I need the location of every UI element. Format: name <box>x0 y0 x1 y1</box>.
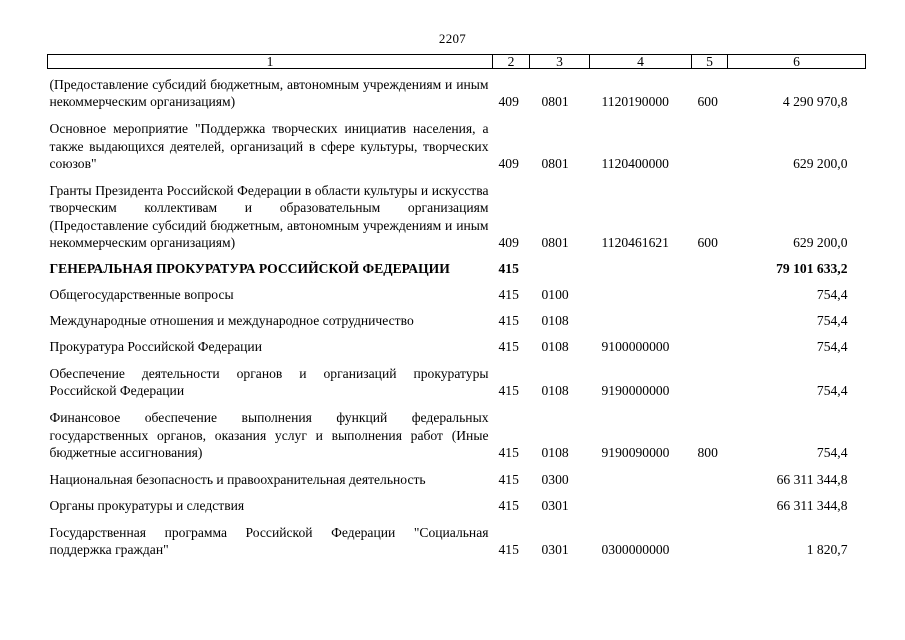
row-target-code: 9100000000 <box>601 339 670 355</box>
row-name: Органы прокуратуры и следствия <box>49 498 245 514</box>
row-section-code: 0801 <box>541 94 569 110</box>
row-expense-type <box>692 304 728 330</box>
row-target-code <box>590 278 692 304</box>
table-row <box>48 304 866 330</box>
row-ministry-code: 415 <box>498 261 519 277</box>
row-section-code: 0100 <box>541 287 569 303</box>
row-amount: 1 820,7 <box>806 542 848 558</box>
row-expense-type <box>692 111 728 173</box>
row-ministry-code: 415 <box>498 542 519 558</box>
page-number: 2207 <box>438 31 467 46</box>
row-target-code <box>590 462 692 489</box>
row-ministry-code: 409 <box>498 94 519 110</box>
row-section-code: 0301 <box>541 498 569 514</box>
table-row <box>48 489 866 515</box>
table-row <box>48 111 866 173</box>
row-expense-type: 600 <box>697 235 718 251</box>
row-name: ГЕНЕРАЛЬНАЯ ПРОКУРАТУРА РОССИЙСКОЙ ФЕДЕРАЦИИ <box>49 261 450 277</box>
header-col-4: 4 <box>590 55 692 69</box>
table-row <box>48 69 866 111</box>
row-section-code: 0801 <box>541 156 569 172</box>
table-row <box>48 356 866 400</box>
row-amount: 754,4 <box>816 339 848 355</box>
row-ministry-code: 415 <box>498 498 519 514</box>
table-row <box>48 462 866 489</box>
row-amount: 629 200,0 <box>793 156 848 172</box>
row-ministry-code: 415 <box>498 383 519 399</box>
row-name: Государственная программа Российской Федерации "Социальная поддержка граждан" <box>49 524 489 558</box>
row-section-code: 0108 <box>541 445 569 461</box>
row-name: Гранты Президента Российской Федерации в области культуры и искусства творческим коллективам и образовательным организациям (Предоставление субсидий бюджетным, автономным учреждениям и иным некоммерческим организациям) <box>49 182 489 251</box>
row-amount: 754,4 <box>816 287 848 303</box>
row-expense-type: 800 <box>697 445 718 461</box>
header-col-1: 1 <box>48 55 493 69</box>
row-section-code: 0801 <box>541 235 569 251</box>
header-col-2: 2 <box>493 55 530 69</box>
row-ministry-code: 415 <box>498 472 519 488</box>
row-name: Финансовое обеспечение выполнения функций федеральных государственных органов, оказания услуг и выполнения работ (Иные бюджетные ассигнования) <box>49 410 489 461</box>
row-section-code: 0301 <box>541 542 569 558</box>
row-target-code: 0300000000 <box>601 542 670 558</box>
row-ministry-code: 415 <box>498 445 519 461</box>
row-section-code: 0108 <box>541 383 569 399</box>
row-expense-type <box>692 515 728 559</box>
row-expense-type <box>692 462 728 489</box>
header-row <box>48 55 866 69</box>
row-amount: 629 200,0 <box>793 235 848 251</box>
row-section-code: 0108 <box>541 339 569 355</box>
row-name: Международные отношения и международное сотрудничество <box>49 313 414 329</box>
table-row <box>48 515 866 559</box>
table-row <box>48 173 866 252</box>
row-target-code <box>590 489 692 515</box>
row-name: (Предоставление субсидий бюджетным, автономным учреждениям и иным некоммерческим организациям) <box>49 76 489 110</box>
row-section-code: 0300 <box>541 472 569 488</box>
row-amount: 754,4 <box>816 313 848 329</box>
row-amount: 4 290 970,8 <box>782 94 848 110</box>
row-name: Общегосударственные вопросы <box>49 287 234 303</box>
row-name: Прокуратура Российской Федерации <box>49 339 262 355</box>
row-name: Обеспечение деятельности органов и организаций прокуратуры Российской Федерации <box>49 365 489 399</box>
budget-table <box>47 54 866 559</box>
table-row <box>48 252 866 278</box>
row-expense-type <box>692 356 728 400</box>
row-expense-type <box>692 489 728 515</box>
table-row <box>48 330 866 356</box>
row-target-code: 1120400000 <box>601 156 669 172</box>
table-body <box>48 69 866 559</box>
row-ministry-code: 415 <box>498 313 519 329</box>
row-expense-type: 600 <box>697 94 718 110</box>
row-target-code <box>590 252 692 278</box>
row-section-code: 0108 <box>541 313 569 329</box>
row-expense-type <box>692 330 728 356</box>
row-target-code: 1120461621 <box>601 235 669 251</box>
table-row <box>48 278 866 304</box>
header-col-3: 3 <box>530 55 590 69</box>
row-target-code: 9190000000 <box>601 383 670 399</box>
row-ministry-code: 415 <box>498 287 519 303</box>
row-ministry-code: 409 <box>498 235 519 251</box>
row-amount: 66 311 344,8 <box>776 472 848 488</box>
header-col-6: 6 <box>728 55 866 69</box>
row-section-code <box>530 252 590 278</box>
row-amount: 66 311 344,8 <box>776 498 848 514</box>
row-ministry-code: 409 <box>498 156 519 172</box>
row-target-code: 1120190000 <box>601 94 669 110</box>
row-ministry-code: 415 <box>498 339 519 355</box>
row-name: Основное мероприятие "Поддержка творческих инициатив населения, а также выдающихся деятелей, организаций в сфере культуры, творческих союзов" <box>49 121 489 172</box>
row-amount: 754,4 <box>816 383 848 399</box>
row-expense-type <box>692 252 728 278</box>
table-row <box>48 400 866 462</box>
row-amount: 79 101 633,2 <box>776 261 848 277</box>
row-target-code <box>590 304 692 330</box>
header-col-5: 5 <box>692 55 728 69</box>
row-target-code: 9190090000 <box>601 445 670 461</box>
row-expense-type <box>692 278 728 304</box>
row-name: Национальная безопасность и правоохранительная деятельность <box>49 472 426 488</box>
row-amount: 754,4 <box>816 445 848 461</box>
